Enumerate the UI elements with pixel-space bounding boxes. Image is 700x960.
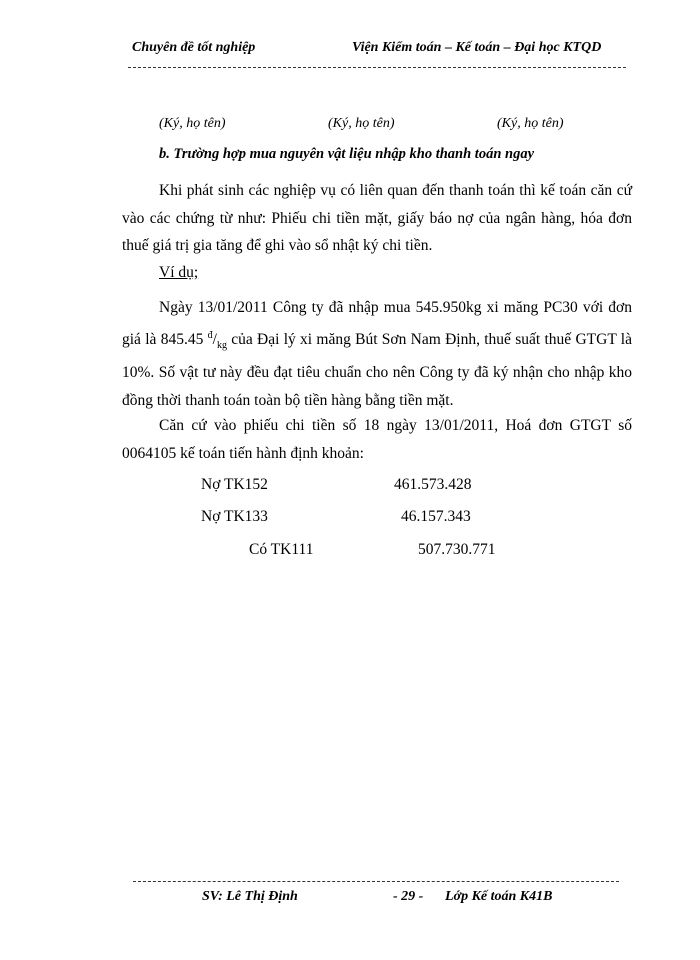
unit-denominator: kg [216, 339, 227, 351]
footer-class-name: Lớp Kế toán K41B [445, 889, 553, 904]
paragraph-example-after: của Đại lý xi măng Bút Sơn Nam Định, thuế suất thuế GTGT là 10%. Số vật tư này đều đạt tiêu chuẩn cho nên Công ty đã ký nhận cho nhập kho đồng thời thanh toán toàn bộ tiền hàng bằng tiền mặt. [122, 330, 632, 409]
paragraph-example-before: Ngày 13/01/2011 Công ty đã nhập mua 545.950kg xi măng PC30 với đơn giá là 845.45 [122, 299, 632, 348]
footer-student-name: SV: Lê Thị Định [202, 889, 298, 904]
paragraph-intro-text: Khi phát sinh các nghiệp vụ có liên quan đến thanh toán thì kế toán căn cứ vào các chứng từ như: Phiếu chi tiền mặt, giấy báo nợ của ngân hàng, hóa đơn thuế giá trị gia tăng để ghi vào sổ nhật ký chi tiền. [122, 182, 632, 254]
header-divider [128, 67, 626, 68]
header-left-title: Chuyên đề tốt nghiệp [132, 40, 256, 55]
example-label: Ví dụ; [159, 264, 199, 281]
entry-account-2: Nợ TK133 [201, 508, 268, 525]
entry-amount-3: 507.730.771 [418, 541, 496, 558]
signature-placeholder-1: (Ký, họ tên) [159, 116, 226, 131]
unit-numerator: đ [207, 329, 213, 341]
footer-divider [133, 881, 619, 882]
signature-placeholder-3: (Ký, họ tên) [497, 116, 564, 131]
paragraph-intro [122, 177, 632, 260]
header-right-title: Viện Kiểm toán – Kế toán – Đại học KTQD [352, 40, 602, 55]
entry-amount-2: 46.157.343 [401, 508, 471, 525]
footer-page-number: - 29 - [393, 889, 424, 904]
paragraph-example [122, 294, 632, 414]
paragraph-basis-text: Căn cứ vào phiếu chi tiền số 18 ngày 13/01/2011, Hoá đơn GTGT số 0064105 kế toán tiến hành định khoản: [122, 417, 632, 462]
entry-account-1: Nợ TK152 [201, 476, 268, 493]
entry-amount-1: 461.573.428 [394, 476, 472, 493]
signature-placeholder-2: (Ký, họ tên) [328, 116, 395, 131]
section-subheading: b. Trường hợp mua nguyên vật liệu nhập kho thanh toán ngay [159, 146, 535, 162]
paragraph-basis [122, 412, 632, 467]
unit-fraction: $^đ/_{kg}$ [207, 329, 227, 351]
entry-account-3: Có TK111 [249, 541, 314, 558]
